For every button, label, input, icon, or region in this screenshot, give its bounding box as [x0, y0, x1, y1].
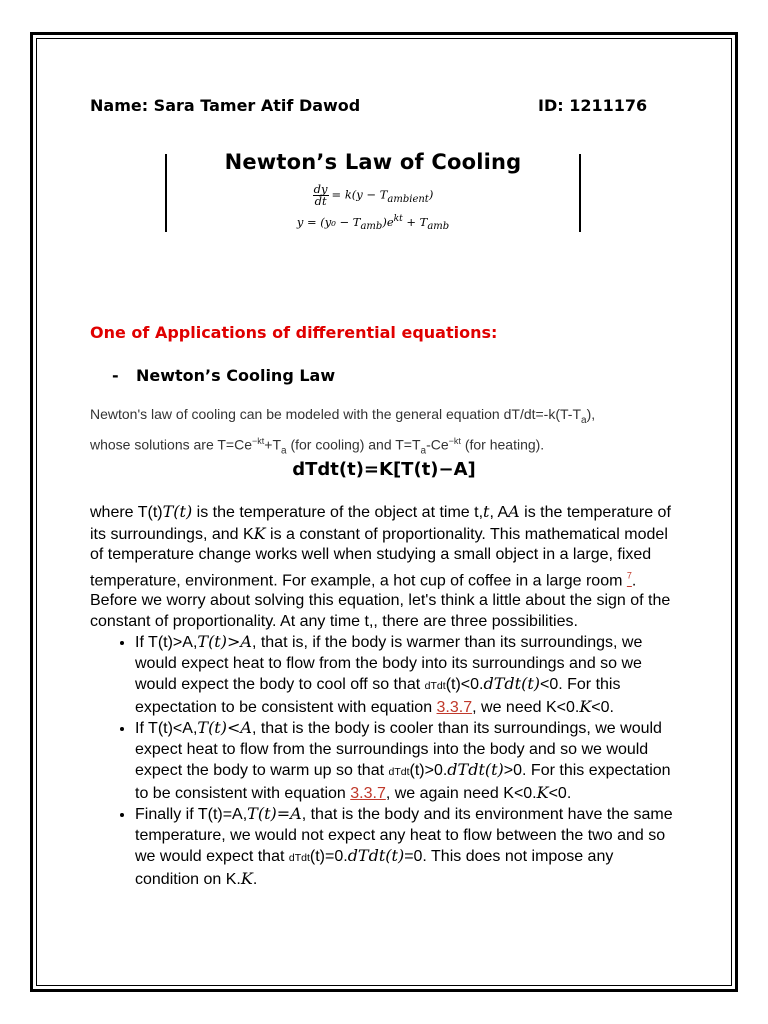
footnote-link[interactable]: 7 [626, 570, 632, 581]
header [90, 96, 650, 115]
list-item: • Finally if T(t)=A,T(t)=A, that is the body and its environment have the same temperature, we would not expect any heat to flow between the two and so we would expect that dTdt(t)=0.dTdt(t)=0. This does not impose any condition on K.K. [135, 804, 680, 890]
body-text [90, 502, 680, 890]
student-id: ID: 1211176 [538, 96, 648, 115]
banner-equation-2: $y = (y_0 - T_{amb})e^{kt} + T_{amb}$ [296, 214, 450, 233]
list-item: • If T(t)>A,T(t)>A, that is, if the body is warmer than its surroundings, we would expect heat to flow from the body into its surroundings and so we would expect the body to cool off so that dTdt(t)<0.dTdt(t)<0. For this expectation to be consistent with equation 3.3.7, we need K<0.K<0. [135, 632, 680, 718]
subheading [112, 366, 335, 385]
subheading-dash: - [112, 366, 119, 385]
paragraph-sign: Before we worry about solving this equation, let's think a little about the sign of the constant of proportionality. At any time t,, there are three possibilities. [90, 592, 671, 630]
section-title: One of Applications of differential equations: [90, 323, 498, 342]
intro-paragraph: Newton's law of cooling can be modeled with the general equation $dT/dt=-k(T-T_a)$, whose solutions are $T=Ce^{-kt}+T_a$ (for cooling) and $T=T_a-Ce^{-kt}$ (for heating). [90, 406, 596, 457]
subheading-text: Newton’s Cooling Law [136, 366, 336, 385]
main-equation: dTdt(t)=K[T(t)−A] [292, 459, 476, 480]
banner-title: Newton’s Law of Cooling [224, 150, 522, 174]
banner-equation-1: $\frac{dy}{dt}$ = $k(y - T_{ambient})$ [313, 182, 434, 208]
equation-link[interactable]: 3.3.7 [436, 698, 473, 716]
student-name: Name: Sara Tamer Atif Dawod [90, 96, 361, 115]
possibilities-list [90, 632, 680, 890]
equation-link[interactable]: 3.3.7 [350, 784, 386, 802]
formula-banner [165, 150, 581, 234]
list-item: • If T(t)<A,T(t)<A, that is the body is cooler than its surroundings, we would expect heat to flow from the surroundings into the body and so we would expect the body to warm up so that dTdt(t)>0.dTdt(t)>0. For this expectation to be consistent with equation 3.3.7, we again need K<0.K<0. [135, 718, 680, 804]
derivative-fraction: $\frac{dy}{dt}$ [313, 182, 328, 208]
paragraph-definitions: where T(t)T(t) is the temperature of the object at time t,t, AA is the temperature of its surroundings, and KK is a constant of proportionality. This mathematical model of temperature change works well when studying a small object in a large, fixed temperature, environment. For example, a hot cup of coffee in a large room $^7$. [90, 502, 671, 589]
